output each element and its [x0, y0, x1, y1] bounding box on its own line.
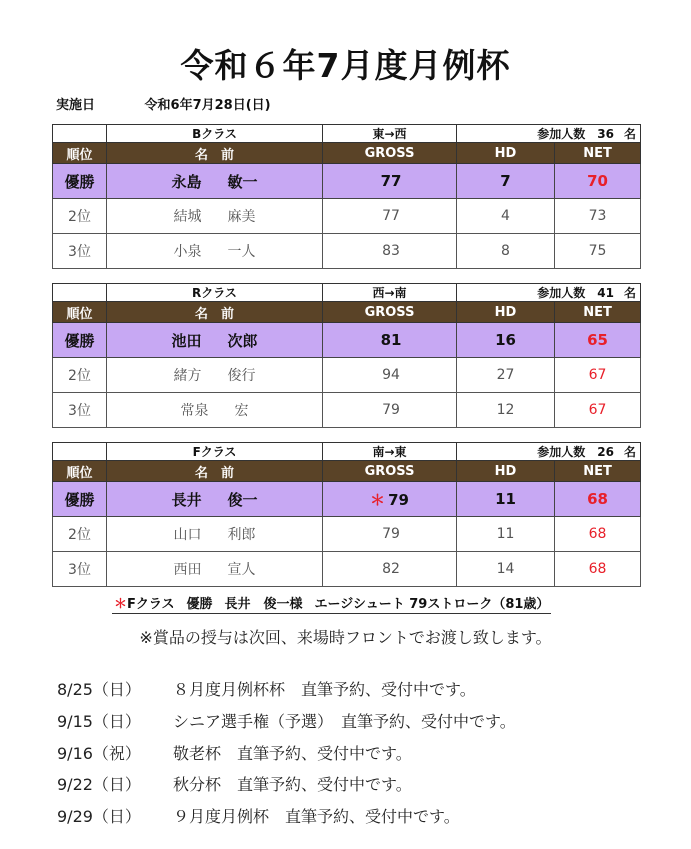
table-row: 3位 小泉 一人 83 8 75 [53, 234, 641, 269]
date-label: 実施日 [56, 98, 96, 113]
table-row: 3位 常泉 宏 79 12 67 [53, 393, 641, 428]
gross-score: ＊ 79 [323, 482, 457, 517]
table-row: 2位 緒方 俊行 94 27 67 [53, 358, 641, 393]
participant-count: 参加人数 41 名 [457, 284, 641, 302]
gross-score: 83 [323, 234, 457, 269]
list-item: 9/15（日） シニア選手権（予選） 直筆予約、受付中です。 [57, 711, 516, 731]
age-shoot-note: ＊Fクラス 優勝 長井 俊一様 エージシュート 79ストローク（81歳） [112, 593, 551, 614]
table-row-winner: 優勝 長井 俊一 ＊ 79 11 68 [53, 482, 641, 517]
player-name: 池田 次郎 [107, 323, 323, 358]
results-table-f-class [52, 442, 641, 587]
results-table-b-class [52, 124, 641, 269]
list-item: 9/22（日） 秋分杯 直筆予約、受付中です。 [57, 775, 412, 795]
age-shoot-star-icon: ＊ [370, 490, 386, 509]
gross-score: 77 [323, 164, 457, 199]
player-name: 結城 麻美 [107, 199, 323, 234]
prize-notice: ※賞品の授与は次回、来場時フロントでお渡し致します。 [139, 628, 552, 647]
gross-score: 79 [323, 517, 457, 552]
player-name: 小泉 一人 [107, 234, 323, 269]
upcoming-events-list [57, 677, 516, 836]
class-name: Rクラス [107, 284, 323, 302]
table-header: 順位 名 前 GROSS HD NET [53, 461, 641, 482]
class-name: Fクラス [107, 443, 323, 461]
table-row: 3位 西田 宣人 82 14 68 [53, 552, 641, 587]
class-name: Bクラス [107, 125, 323, 143]
player-name: 永島 敏一 [107, 164, 323, 199]
list-item: 8/25（日） ８月度月例杯杯 直筆予約、受付中です。 [57, 680, 476, 699]
player-name: 山口 利郎 [107, 517, 323, 552]
gross-score: 82 [323, 552, 457, 587]
course: 南→東 [323, 443, 457, 461]
table-header: 順位 名 前 GROSS HD NET [53, 143, 641, 164]
table-header: 順位 名 前 GROSS HD NET [53, 302, 641, 323]
player-name: 長井 俊一 [107, 482, 323, 517]
player-name: 常泉 宏 [107, 393, 323, 428]
table-row: 2位 結城 麻美 77 4 73 [53, 199, 641, 234]
table-row: 2位 山口 利郎 79 11 68 [53, 517, 641, 552]
table-row-winner: 優勝 永島 敏一 77 7 70 [53, 164, 641, 199]
note-star-icon: ＊ [114, 597, 128, 612]
participant-count: 参加人数 36 名 [457, 125, 641, 143]
event-date [56, 94, 271, 113]
course: 東→西 [323, 125, 457, 143]
course: 西→南 [323, 284, 457, 302]
gross-score: 81 [323, 323, 457, 358]
list-item: 9/29（日） ９月度月例杯 直筆予約、受付中です。 [57, 807, 460, 827]
player-name: 西田 宣人 [107, 552, 323, 587]
list-item: 9/16（祝） 敬老杯 直筆予約、受付中です。 [57, 743, 412, 763]
results-table-r-class [52, 283, 641, 428]
gross-score: 77 [323, 199, 457, 234]
gross-score: 79 [323, 393, 457, 428]
participant-count: 参加人数 26 名 [457, 443, 641, 461]
table-row-winner: 優勝 池田 次郎 81 16 65 [53, 323, 641, 358]
date-value: 令和6年7月28日(日) [144, 98, 271, 113]
page-title: 令和６年7月度月例杯 [180, 46, 511, 85]
gross-score: 94 [323, 358, 457, 393]
player-name: 緒方 俊行 [107, 358, 323, 393]
